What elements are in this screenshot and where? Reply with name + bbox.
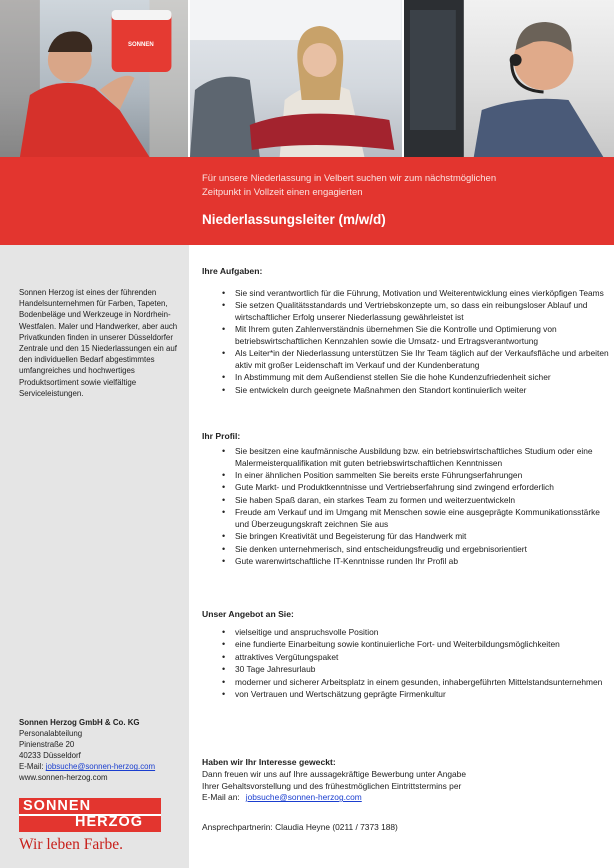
logo-text-bottom: HERZOG xyxy=(75,814,144,830)
logo-slogan: Wir leben Farbe. xyxy=(19,836,123,853)
contact-email-link[interactable]: jobsuche@sonnen-herzog.com xyxy=(45,762,156,772)
contact-department: Personalabteilung xyxy=(19,729,83,739)
list-item: • Sie entwickeln durch geeignete Maßnahmen den Standort kontinuierlich weiter xyxy=(202,385,610,397)
offer-list xyxy=(202,627,602,701)
photo-man-with-headset xyxy=(404,0,614,157)
application-email-link[interactable]: jobsuche@sonnen-herzog.com xyxy=(245,792,362,803)
photo-woman-with-carpet xyxy=(190,0,401,157)
job-title: Niederlassungsleiter (m/w/d) xyxy=(202,212,386,227)
list-item: • In einer ähnlichen Position sammelten Sie bereits erste Führungserfahrungen xyxy=(202,470,610,482)
list-item: • Sie denken unternehmerisch, sind entscheidungsfreudig und ergebnisorientiert xyxy=(202,544,610,556)
list-item: • In Abstimmung mit dem Außendienst stellen Sie die hohe Kundenzufriedenheit sicher xyxy=(202,372,610,384)
list-item: • Sie sind verantwortlich für die Führung, Motivation und Weiterentwicklung eines vierköpfigen Teams xyxy=(202,288,610,300)
tasks-list xyxy=(202,288,610,397)
intro-banner xyxy=(0,157,614,245)
photo-woman-with-carpet-illustration xyxy=(190,0,401,157)
tasks-heading: Ihre Aufgaben: xyxy=(202,266,263,276)
list-item: • Sie besitzen eine kaufmännische Ausbildung bzw. ein betriebswirtschaftliches Studium oder eine Malermeisterqualifikation mit guten betriebswirtschaftlichen Kenntnissen xyxy=(202,446,610,469)
contact-website[interactable]: www.sonnen-herzog.com xyxy=(19,773,108,783)
company-logo xyxy=(19,798,161,854)
photo-man-with-headset-illustration xyxy=(404,0,614,157)
logo-mark xyxy=(19,798,161,832)
photo-man-with-bucket xyxy=(0,0,188,157)
company-name: Sonnen Herzog GmbH & Co. KG xyxy=(19,718,140,727)
profile-list xyxy=(202,446,610,568)
interest-email-label: E-Mail an: xyxy=(202,792,240,803)
photo-man-with-bucket-illustration xyxy=(0,0,188,157)
list-item: • vielseitige und anspruchsvolle Position xyxy=(202,627,602,639)
list-item: • von Vertrauen und Wertschätzung geprägte Firmenkultur xyxy=(202,689,602,701)
list-item: • Gute Markt- und Produktkenntnisse und Vertriebserfahrung sind zwingend erforderlich xyxy=(202,482,610,494)
sidebar xyxy=(0,245,189,868)
profile-heading: Ihr Profil: xyxy=(202,431,241,441)
company-contact xyxy=(19,717,184,784)
list-item: • Sie setzen Qualitätsstandards und Vertriebskonzepte um, so dass ein reibungsloser Ablauf und wirtschaftlicher Erfolg unserer Niederlassung gewährleistet ist xyxy=(202,300,610,323)
interest-email-line xyxy=(202,792,466,804)
interest-heading: Haben wir Ihr Interesse geweckt: xyxy=(202,757,336,767)
list-item: • eine fundierte Einarbeitung sowie kontinuierliche Fort- und Weiterbildungsmöglichkeiten xyxy=(202,639,602,651)
list-item: • Mit Ihrem guten Zahlenverständnis übernehmen Sie die Kontrolle und Optimierung von betriebswirtschaftlichen Kennzahlen sowie die Umsatz- und Ertragsverantwortung xyxy=(202,324,610,347)
list-item: • Als Leiter*in der Niederlassung unterstützen Sie Ihr Team täglich auf der Verkaufsfläche und arbeiten aktiv mit großer Leidenschaft im Verkauf und der Kundenberatung xyxy=(202,348,610,371)
list-item: • Sie bringen Kreativität und Begeisterung für das Handwerk mit xyxy=(202,531,610,543)
list-item: • attraktives Vergütungspaket xyxy=(202,652,602,664)
interest-line-1: Dann freuen wir uns auf Ihre aussagekräftige Bewerbung unter Angabe xyxy=(202,769,466,779)
contact-street: Pinienstraße 20 xyxy=(19,740,75,750)
contact-email-line xyxy=(19,761,184,772)
contact-email-label: E-Mail: xyxy=(19,762,44,772)
bucket-label: SONNEN xyxy=(128,42,154,48)
header-photos xyxy=(0,0,614,157)
offer-heading: Unser Angebot an Sie: xyxy=(202,609,294,619)
contact-city: 40233 Düsseldorf xyxy=(19,751,81,761)
list-item: • Gute warenwirtschaftliche IT-Kenntnisse runden Ihr Profil ab xyxy=(202,556,610,568)
list-item: • Sie haben Spaß daran, ein starkes Team zu formen und weiterzuentwickeln xyxy=(202,495,610,507)
interest-text xyxy=(202,769,466,804)
banner-intro-text: Für unsere Niederlassung in Velbert suchen wir zum nächstmöglichen Zeitpunkt in Vollzeit einen engagierten xyxy=(202,173,497,198)
logo-text-top: SONNEN xyxy=(23,798,92,814)
list-item: • 30 Tage Jahresurlaub xyxy=(202,664,602,676)
contact-person: Ansprechpartnerin: Claudia Heyne (0211 / 7373 188) xyxy=(202,822,398,832)
list-item: • Freude am Verkauf und im Umgang mit Menschen sowie eine ausgeprägte Kommunikationsstärke und Überzeugungskraft zeichnen Sie aus xyxy=(202,507,610,530)
company-description: Sonnen Herzog ist eines der führenden Handelsunternehmen für Farben, Tapeten, Bodenbeläge und Werkzeuge in Nordrhein-Westfalen. Maler und Handwerker, aber auch Privatkunden finden in unserer Düsseldorfer Zentrale und den 15 Niederlassungen ein auf den individuellen Bedarf abgestimmtes umfangreiches und hochwertiges Produktsortiment sowie vielfältige Serviceleistungen. xyxy=(19,288,178,398)
interest-line-2: Ihrer Gehaltsvorstellung und des frühestmöglichen Eintrittstermins per xyxy=(202,780,462,791)
list-item: • moderner und sicherer Arbeitsplatz in einem gesunden, inhabergeführten Mittelstandsunternehmen xyxy=(202,677,602,689)
